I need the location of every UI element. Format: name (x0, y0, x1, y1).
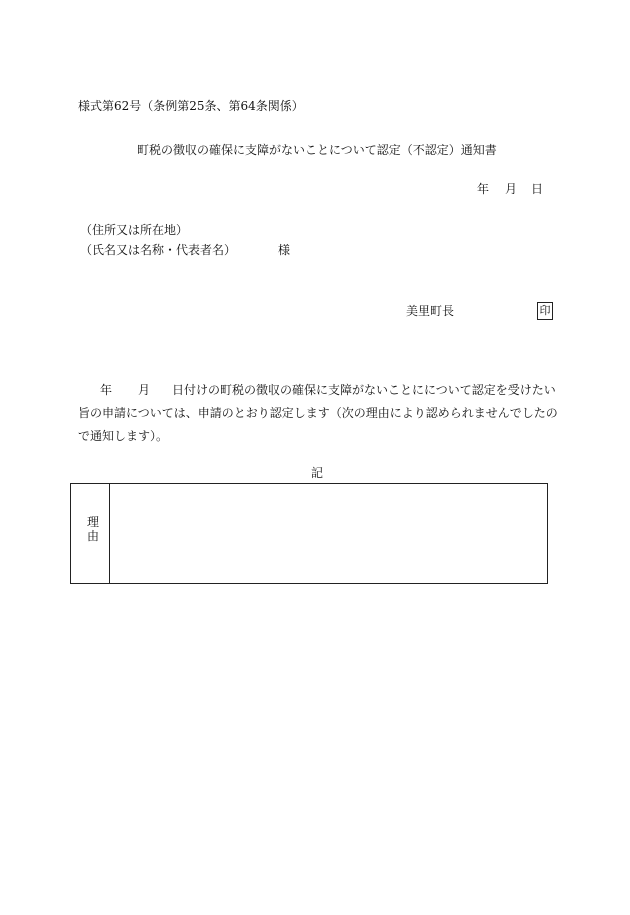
issuer-title: 美里町長 (406, 304, 455, 318)
reason-label-cell (71, 484, 110, 583)
form-number: 様式第62号（条例第25条、第64条関係） (78, 99, 304, 113)
month-label: 月 (505, 182, 518, 196)
body-month-label: 月 (138, 383, 151, 397)
reason-table (70, 483, 548, 584)
honorific: 様 (278, 243, 291, 257)
reason-label: 理由 (87, 515, 100, 543)
body-line-3: で通知します）。 (78, 429, 169, 443)
recipient-name-line (80, 244, 290, 256)
body-line-1 (78, 384, 556, 396)
ki-heading: 記 (311, 466, 324, 480)
recipient-name-label: （氏名又は名称・代表者名） (80, 243, 237, 257)
body-line-2: 旨の申請については、申請のとおり認定します（次の理由により認められませんでしたの (78, 406, 558, 420)
seal-mark: 印 (537, 302, 553, 320)
date-line (477, 183, 543, 195)
body-line-1-text: 日付けの町税の徴収の確保に支障がないことにについて認定を受けたい (172, 383, 556, 397)
body-year-label: 年 (100, 383, 113, 397)
day-label: 日 (531, 182, 544, 196)
year-label: 年 (477, 182, 490, 196)
document-title: 町税の徴収の確保に支障がないことについて認定（不認定）通知書 (137, 143, 497, 157)
reason-value-cell (110, 484, 547, 583)
recipient-address-label: （住所又は所在地） (80, 223, 189, 237)
